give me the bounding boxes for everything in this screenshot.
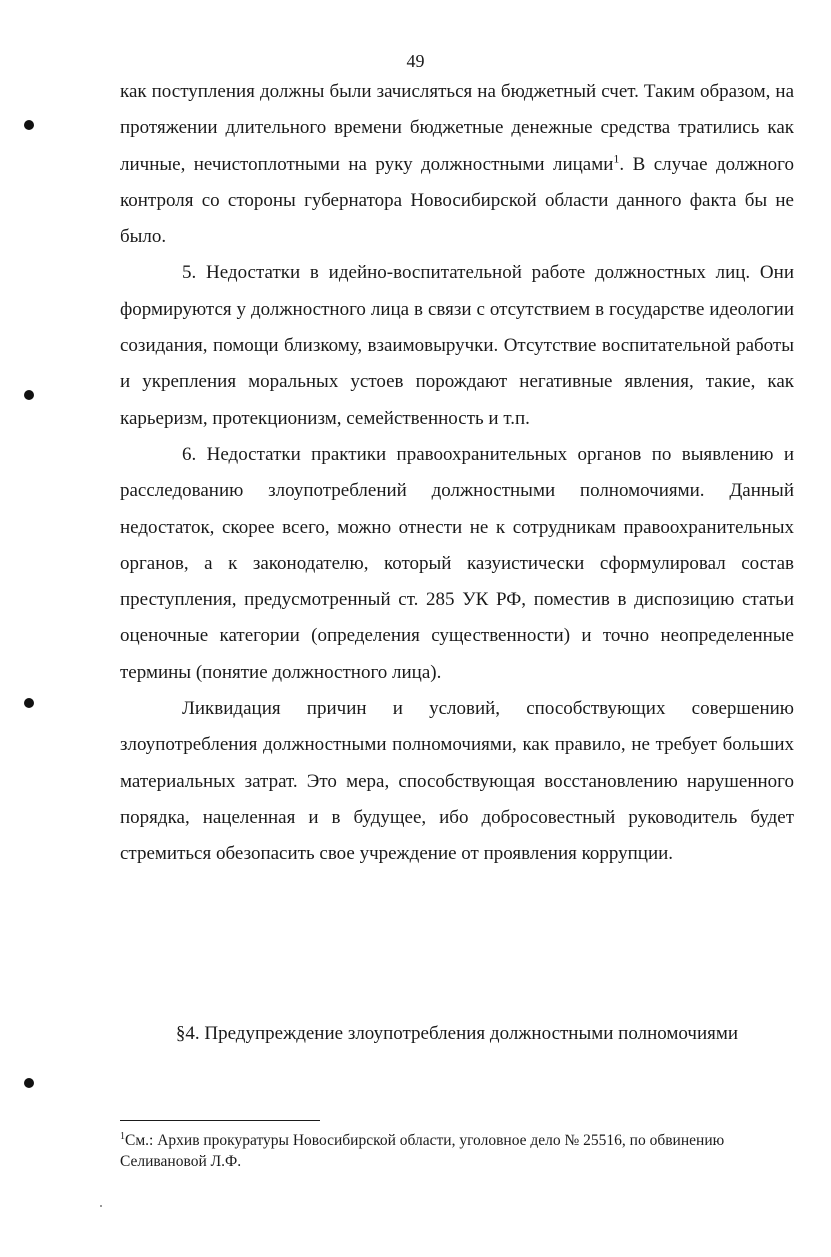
footnote-separator (120, 1120, 320, 1121)
punch-hole-mark (24, 1078, 34, 1088)
paragraph-1-text: как поступления должны были зачисляться на бюджетный счет. Таким образом, на протяжении длительного времени бюджетные денежные средства тратились как личные, нечистоплотными на руку должностными лицами (120, 81, 794, 175)
paragraph-1 (120, 74, 794, 255)
body-text (120, 74, 794, 873)
punch-hole-mark (24, 698, 34, 708)
footnote-marker: 1 (120, 1130, 125, 1142)
paragraph-3: 6. Недостатки практики правоохранительных органов по выявлению и расследованию злоупотреблений должностными полномочиями. Данный недостаток, скорее всего, можно отнести не к сотрудникам правоохранительных органов, а к законодателю, который казуистически сформулировал состав преступления, предусмотренный ст. 285 УК РФ, поместив в диспозицию статьи оценочные категории (определения существенности) и точно неопределенные термины (понятие должностного лица). (120, 443, 794, 683)
scan-speck (100, 1205, 102, 1207)
section-heading: §4. Предупреждение злоупотребления должностными полномочиями (175, 1023, 739, 1044)
punch-hole-mark (24, 120, 34, 130)
punch-hole-mark (24, 390, 34, 400)
paragraph-4: Ликвидация причин и условий, способствующих совершению злоупотребления должностными полномочиями, как правило, не требует больших материальных затрат. Это мера, способствующая восстановлению нарушенного порядка, нацеленная и в будущее, ибо добросовестный руководитель будет стремиться обезопасить свое учреждение от проявления коррупции. (120, 698, 794, 865)
page-number: 49 (406, 51, 425, 71)
footnote (120, 1130, 794, 1172)
footnote-text: См.: Архив прокуратуры Новосибирской области, уголовное дело № 25516, по обвинению Селивановой Л.Ф. (120, 1132, 725, 1170)
paragraph-2: 5. Недостатки в идейно-воспитательной работе должностных лиц. Они формируются у должностного лица в связи с отсутствием в государстве идеологии созидания, помощи близкому, взаимовыручки. Отсутствие воспитательной работы и укрепления моральных устоев порождают негативные явления, такие, как карьеризм, протекционизм, семейственность и т.п. (120, 262, 794, 429)
footnote-reference: 1 (613, 151, 620, 166)
paragraph-1-text-continued: . В случае должного контроля со стороны губернатора Новосибирской области данного факта бы не было. (120, 153, 794, 248)
